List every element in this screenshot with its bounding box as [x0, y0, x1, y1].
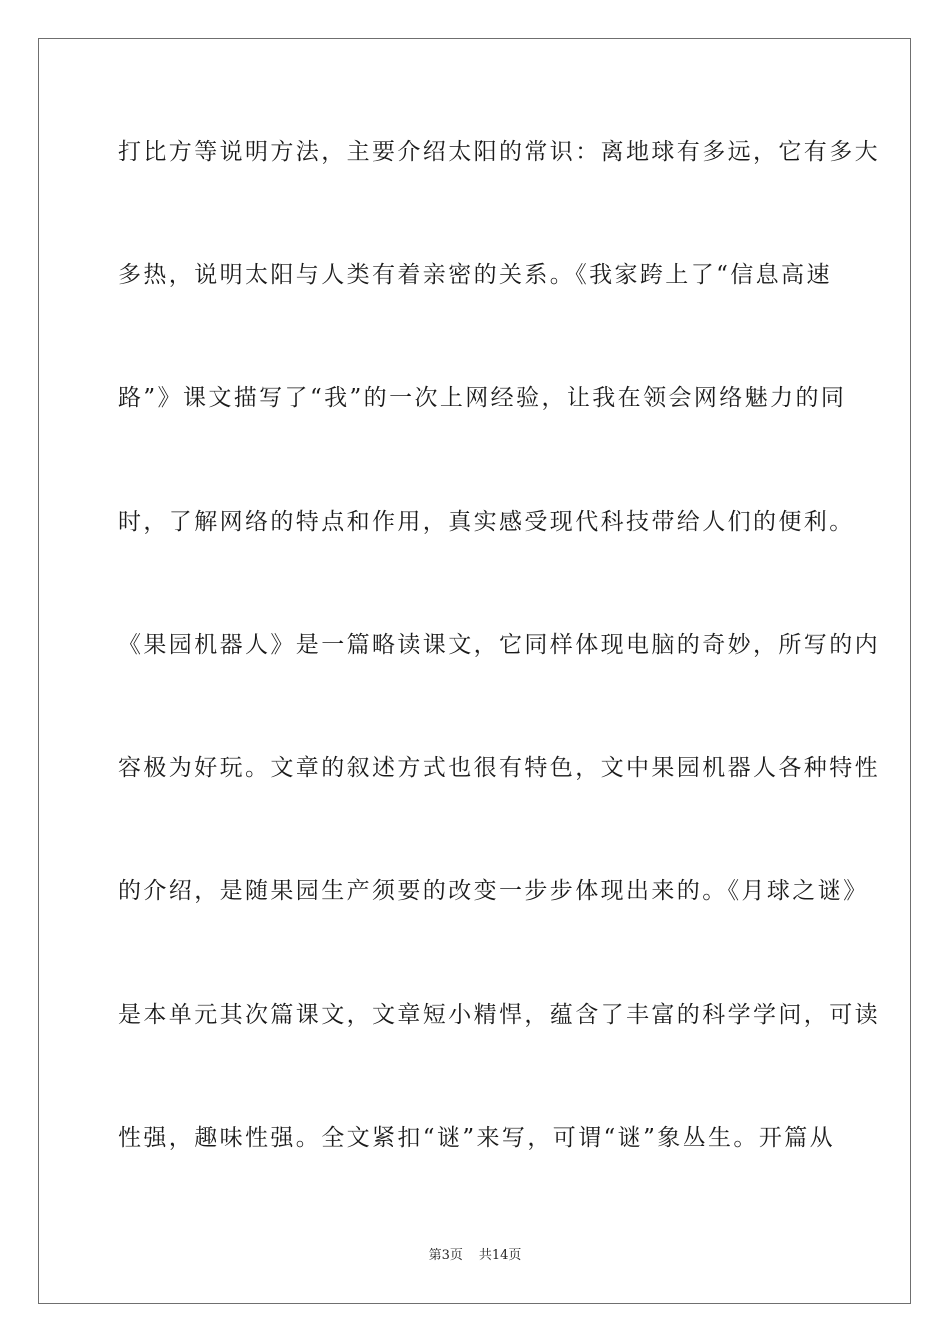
- body-text-line: 打比方等说明方法，主要介绍太阳的常识：离地球有多远，它有多大: [118, 139, 880, 165]
- page-border: [38, 38, 911, 1304]
- body-text-line: 路”》课文描写了“我”的一次上网经验，让我在领会网络魅力的同: [118, 385, 847, 411]
- body-text-line: 时，了解网络的特点和作用，真实感受现代科技带给人们的便利。: [118, 509, 855, 535]
- body-text-line: 的介绍，是随果园生产须要的改变一步步体现出来的。《月球之谜》: [118, 878, 869, 904]
- body-text-line: 容极为好玩。文章的叙述方式也很有特色，文中果园机器人各种特性: [118, 755, 880, 781]
- page-footer: [0, 1246, 950, 1266]
- page-total: 共14页: [478, 1248, 522, 1263]
- page-number: 第3页: [428, 1248, 463, 1263]
- body-text-line: 性强，趣味性强。全文紧扣“谜”来写，可谓“谜”象丛生。开篇从: [118, 1125, 836, 1151]
- body-text-line: 《果园机器人》是一篇略读课文，它同样体现电脑的奇妙，所写的内: [118, 632, 880, 658]
- body-text-line: 是本单元其次篇课文，文章短小精悍，蕴含了丰富的科学学问，可读: [118, 1002, 880, 1028]
- body-text-line: 多热，说明太阳与人类有着亲密的关系。《我家跨上了“信息高速: [118, 262, 832, 288]
